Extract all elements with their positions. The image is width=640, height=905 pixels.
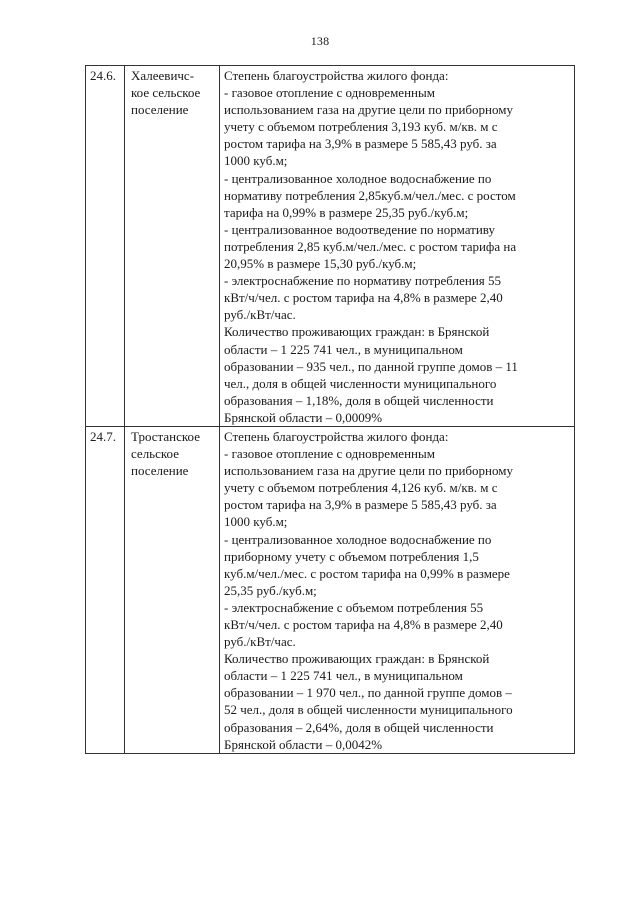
description-line: 25,35 руб./куб.м; [224,582,317,598]
settlement-name-line: поселение [131,102,189,118]
description-line: ростом тарифа на 3,9% в размере 5 585,43 руб. за [224,497,497,513]
document-table [85,65,575,754]
row-number: 24.6. [86,66,125,427]
description-line: использованием газа на другие цели по приборному [224,102,513,118]
settlement-name-line: кое сельское [131,85,201,101]
description-line: - электроснабжение с объемом потребления 55 [224,599,484,615]
description-line: ростом тарифа на 3,9% в размере 5 585,43 руб. за [224,136,497,152]
table-row [86,426,575,753]
description-line: руб./кВт/час. [224,307,296,323]
row-number: 24.7. [86,426,125,753]
description-line: учету с объемом потребления 3,193 куб. м/кв. м с [224,119,498,135]
description-line: - газовое отопление с одновременным [224,85,435,101]
description-line: - централизованное водоотведение по нормативу [224,221,495,237]
description-line: области – 1 225 741 чел., в муниципальном [224,341,463,357]
description-line: кВт/ч/чел. с ростом тарифа на 4,8% в размере 2,40 [224,290,503,306]
description-line: Количество проживающих граждан: в Брянской [224,651,490,667]
description-line: потребления 2,85 куб.м/чел./мес. с ростом тарифа на [224,238,517,254]
description-line: нормативу потребления 2,85куб.м/чел./мес. с ростом [224,187,516,203]
description-line: образовании – 1 970 чел., по данной группе домов – [224,685,512,701]
description-line: области – 1 225 741 чел., в муниципальном [224,668,463,684]
description-line: - электроснабжение по нормативу потребления 55 [224,273,501,289]
settlement-name-line: Халеевичс- [131,68,195,83]
description-line: образования – 2,64%, доля в общей численности [224,719,494,735]
description-line: образовании – 935 чел., по данной группе домов – 11 [224,358,518,374]
description-line: учету с объемом потребления 4,126 куб. м/кв. м с [224,480,498,496]
description-line: Брянской области – 0,0042% [224,736,383,752]
description-line: тарифа на 0,99% в размере 25,35 руб./куб.м; [224,204,469,220]
description-line: 20,95% в размере 15,30 руб./куб.м; [224,256,417,272]
description-line: куб.м/чел./мес. с ростом тарифа на 0,99% в размере [224,565,510,581]
description-text [220,426,575,753]
settlement-name-line: Тростанское [131,428,200,444]
page-number: 138 [310,34,330,48]
description-line: кВт/ч/чел. с ростом тарифа на 4,8% в размере 2,40 [224,617,503,632]
description-line: 52 чел., доля в общей численности муниципального [224,702,513,718]
description-line: чел., доля в общей численности муниципального [224,375,497,391]
description-line: - газовое отопление с одновременным [224,446,435,462]
settlement-name-line: поселение [131,463,189,479]
description-line: Степень благоустройства жилого фонда: [224,428,449,444]
settlement-name [125,66,220,427]
description-line: - централизованное холодное водоснабжение по [224,531,492,547]
description-line: Брянской области – 0,0009% [224,409,383,425]
description-line: использованием газа на другие цели по приборному [224,463,513,479]
description-line: 1000 куб.м; [224,514,288,530]
description-line: Степень благоустройства жилого фонда: [224,68,449,83]
description-line: приборному учету с объемом потребления 1,5 [224,548,479,564]
settlement-name [125,426,220,753]
description-line: - централизованное холодное водоснабжение по [224,170,492,186]
settlement-name-line: сельское [131,446,179,462]
description-line: 1000 куб.м; [224,153,288,169]
description-line: образования – 1,18%, доля в общей численности [224,392,494,408]
description-line: Количество проживающих граждан: в Брянской [224,324,490,340]
description-line: руб./кВт/час. [224,634,296,650]
description-text [220,66,575,427]
table-row [86,66,575,427]
